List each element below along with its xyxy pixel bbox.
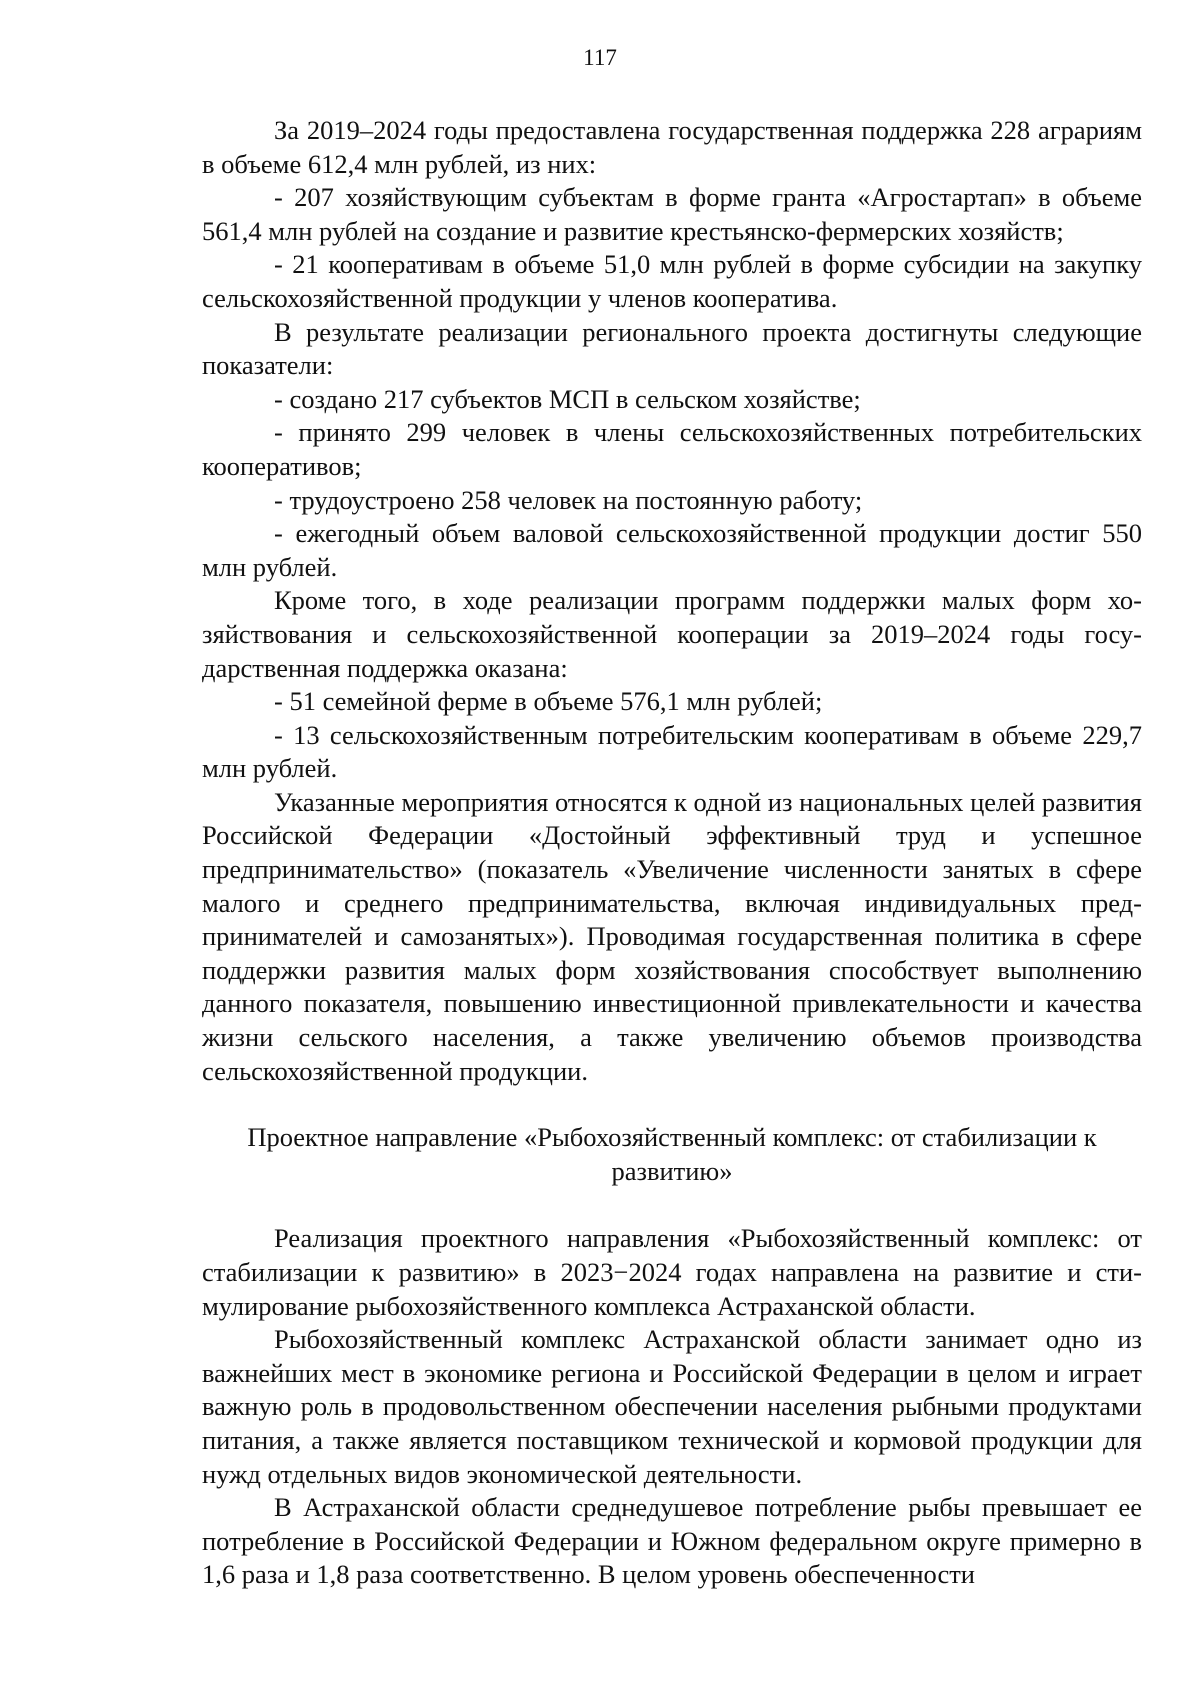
list-item: - 21 кооперативам в объеме 51,0 млн рублей в форме субсидии на закупку сельскохозяйственной продукции у членов кооператива. bbox=[202, 249, 1142, 313]
list-item: - 51 семейной ферме в объеме 576,1 млн рублей; bbox=[274, 686, 823, 717]
paragraph: Кроме того, в ходе реализации программ поддержки малых форм хозяйствования и сельскохозяйственной кооперации за 2019–2024 годы государственная поддержка оказана: bbox=[202, 585, 1142, 683]
list-item: - 207 хозяйствующим субъектам в форме гранта «Агростартап» в объеме 561,4 млн рублей на создание и развитие крестьянско-фермерских хозяйств; bbox=[202, 182, 1142, 246]
paragraph: В Астраханской области среднедушевое потребление рыбы превышает ее потребление в Российской Федерации и Южном федеральном округе примерно в 1,6 раза и 1,8 раза соответственно. В целом уровень обеспеченности bbox=[202, 1492, 1142, 1590]
list-item: - создано 217 субъектов МСП в сельском хозяйстве; bbox=[274, 383, 861, 414]
list-item: - ежегодный объем валовой сельскохозяйственной продукции достиг 550 млн рублей. bbox=[202, 518, 1142, 582]
section-heading: Проектное направление «Рыбохозяйственный комплекс: от стабилизации к развитию» bbox=[247, 1122, 1097, 1186]
document-body bbox=[202, 114, 1142, 1592]
page-number: 117 bbox=[583, 45, 617, 70]
paragraph: Реализация проектного направления «Рыбохозяйственный комплекс: от стабилизации к развитию» в 2023−2024 годах направлена на развитие и стимулирование рыбохозяйственного комплекса Астраханской области. bbox=[202, 1223, 1142, 1321]
paragraph: Указанные мероприятия относятся к одной из национальных целей развития Российской Федерации «Достойный эффективный труд и успешное предпринимательство» (показатель «Увеличение численности занятых в сфере малого и среднего предпринимательства, включая индивидуальных предпринимателей и самозанятых»). Проводимая государственная политика в сфере поддержки развития малых форм хозяйствования способствует выполнению данного показателя, повышению инвестиционной привлекательности и качества жизни сельского населения, а также увеличению объемов производства сельскохозяйственной продукции. bbox=[202, 786, 1142, 1086]
paragraph: Рыбохозяйственный комплекс Астраханской области занимает одно из важнейших мест в экономике региона и Российской Федерации в целом и играет важную роль в продовольственном обеспечении населения рыбными продуктами питания, а также является поставщиком технической и кормовой продукции для нужд отдельных видов экономической деятельности. bbox=[202, 1324, 1142, 1489]
list-item: - принято 299 человек в члены сельскохозяйственных потребительских кооперативов; bbox=[202, 417, 1142, 481]
paragraph: За 2019–2024 годы предоставлена государственная поддержка 228 аграриям в объеме 612,4 млн рублей, из них: bbox=[202, 115, 1142, 179]
list-item: - 13 сельскохозяйственным потребительским кооперативам в объеме 229,7 млн рублей. bbox=[202, 719, 1142, 784]
paragraph: В результате реализации регионального проекта достигнуты следующие показатели: bbox=[202, 316, 1142, 381]
list-item: - трудоустроено 258 человек на постоянную работу; bbox=[274, 484, 863, 515]
